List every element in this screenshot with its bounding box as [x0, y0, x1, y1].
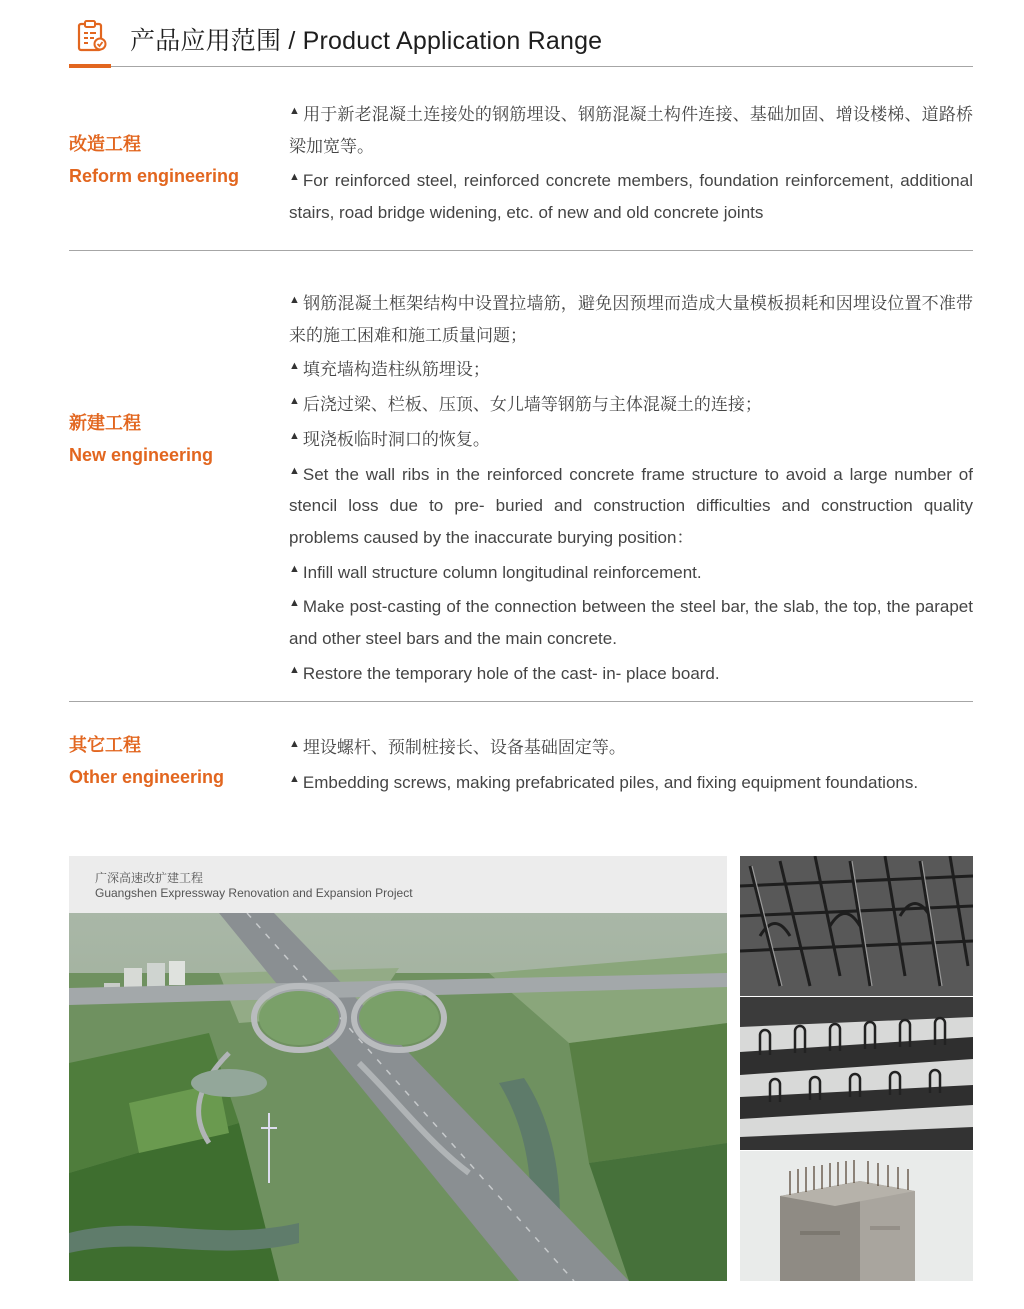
section-label-cn: 其它工程	[69, 735, 141, 755]
clipboard-checklist-icon	[77, 20, 107, 52]
section-label-en: Reform engineering	[69, 166, 240, 186]
bullet-item: ▲ 埋设螺杆、预制桩接长、设备基础固定等。	[289, 729, 973, 764]
header-divider	[69, 66, 973, 67]
bullet-item: ▲ Restore the temporary hole of the cast- in- place board.	[289, 655, 973, 690]
triangle-bullet-icon: ▲	[289, 360, 300, 373]
triangle-bullet-icon: ▲	[289, 105, 300, 117]
bullet-item: ▲ Set the wall ribs in the reinforced concrete frame structure to avoid a large number of stencil loss due to pre- buried and construction difficulties and construction quality problems caused by the inaccurate burying position：	[289, 456, 973, 554]
triangle-bullet-icon: ▲	[289, 738, 300, 750]
bullet-item: ▲ 用于新老混凝土连接处的钢筋埋设、钢筋混凝土构件连接、基础加固、增设楼梯、道路桥梁加宽等。	[289, 96, 973, 162]
photo-caption	[69, 856, 727, 913]
triangle-bullet-icon: ▲	[289, 772, 300, 785]
bullet-item: ▲ 后浇过梁、栏板、压顶、女儿墙等钢筋与主体混凝土的连接；	[289, 386, 973, 421]
section-label-en: New engineering	[69, 445, 214, 465]
section-reform	[69, 96, 973, 236]
photo-caption-cn: 广深高速改扩建工程	[95, 871, 204, 885]
triangle-bullet-icon: ▲	[289, 562, 300, 575]
concrete-column-photo	[740, 1151, 973, 1281]
section-divider	[69, 701, 973, 702]
page-title: 产品应用范围 / Product Application Range	[130, 27, 603, 55]
aerial-interchange-image	[69, 913, 727, 1281]
section-label-cn: 改造工程	[69, 134, 141, 154]
slab-rebar-image	[740, 997, 973, 1150]
rebar-cage-image	[740, 856, 973, 996]
triangle-bullet-icon: ▲	[289, 597, 300, 610]
triangle-bullet-icon: ▲	[289, 429, 300, 442]
rebar-cage-photo	[740, 856, 973, 996]
bullet-item: ▲ Infill wall structure column longitudinal reinforcement.	[289, 554, 973, 589]
section-body	[289, 729, 973, 798]
triangle-bullet-icon: ▲	[289, 464, 300, 477]
section-other	[69, 729, 973, 799]
triangle-bullet-icon: ▲	[289, 395, 300, 408]
triangle-bullet-icon: ▲	[289, 171, 300, 184]
section-label-cn: 新建工程	[69, 413, 141, 433]
bullet-item: ▲ 填充墙构造柱纵筋埋设；	[289, 351, 973, 386]
concrete-column-image	[740, 1151, 973, 1281]
bullet-item: ▲ 钢筋混凝土框架结构中设置拉墙筋，避免因预埋而造成大量模板损耗和因埋设位置不准带来的施工困难和施工质量问题；	[289, 285, 973, 351]
section-divider	[69, 250, 973, 251]
expressway-aerial-photo	[69, 856, 727, 1281]
bullet-item: ▲ Embedding screws, making prefabricated piles, and fixing equipment foundations.	[289, 764, 973, 799]
bullet-item: ▲ 现浇板临时洞口的恢复。	[289, 421, 973, 456]
slab-rebar-photo	[740, 997, 973, 1150]
triangle-bullet-icon: ▲	[289, 663, 300, 676]
section-label-en: Other engineering	[69, 767, 225, 787]
header-accent-bar	[69, 64, 111, 68]
section-body	[289, 96, 973, 229]
bullet-item: ▲ Make post-casting of the connection between the steel bar, the slab, the top, the parapet and other steel bars and the main concrete.	[289, 588, 973, 654]
bullet-item: ▲ For reinforced steel, reinforced concrete members, foundation reinforcement, additional stairs, road bridge widening, etc. of new and old concrete joints	[289, 162, 973, 228]
page-header	[69, 14, 973, 68]
section-body	[289, 285, 973, 689]
section-new	[69, 285, 973, 683]
photo-caption-en: Guangshen Expressway Renovation and Expansion Project	[95, 886, 413, 900]
triangle-bullet-icon: ▲	[289, 294, 300, 306]
